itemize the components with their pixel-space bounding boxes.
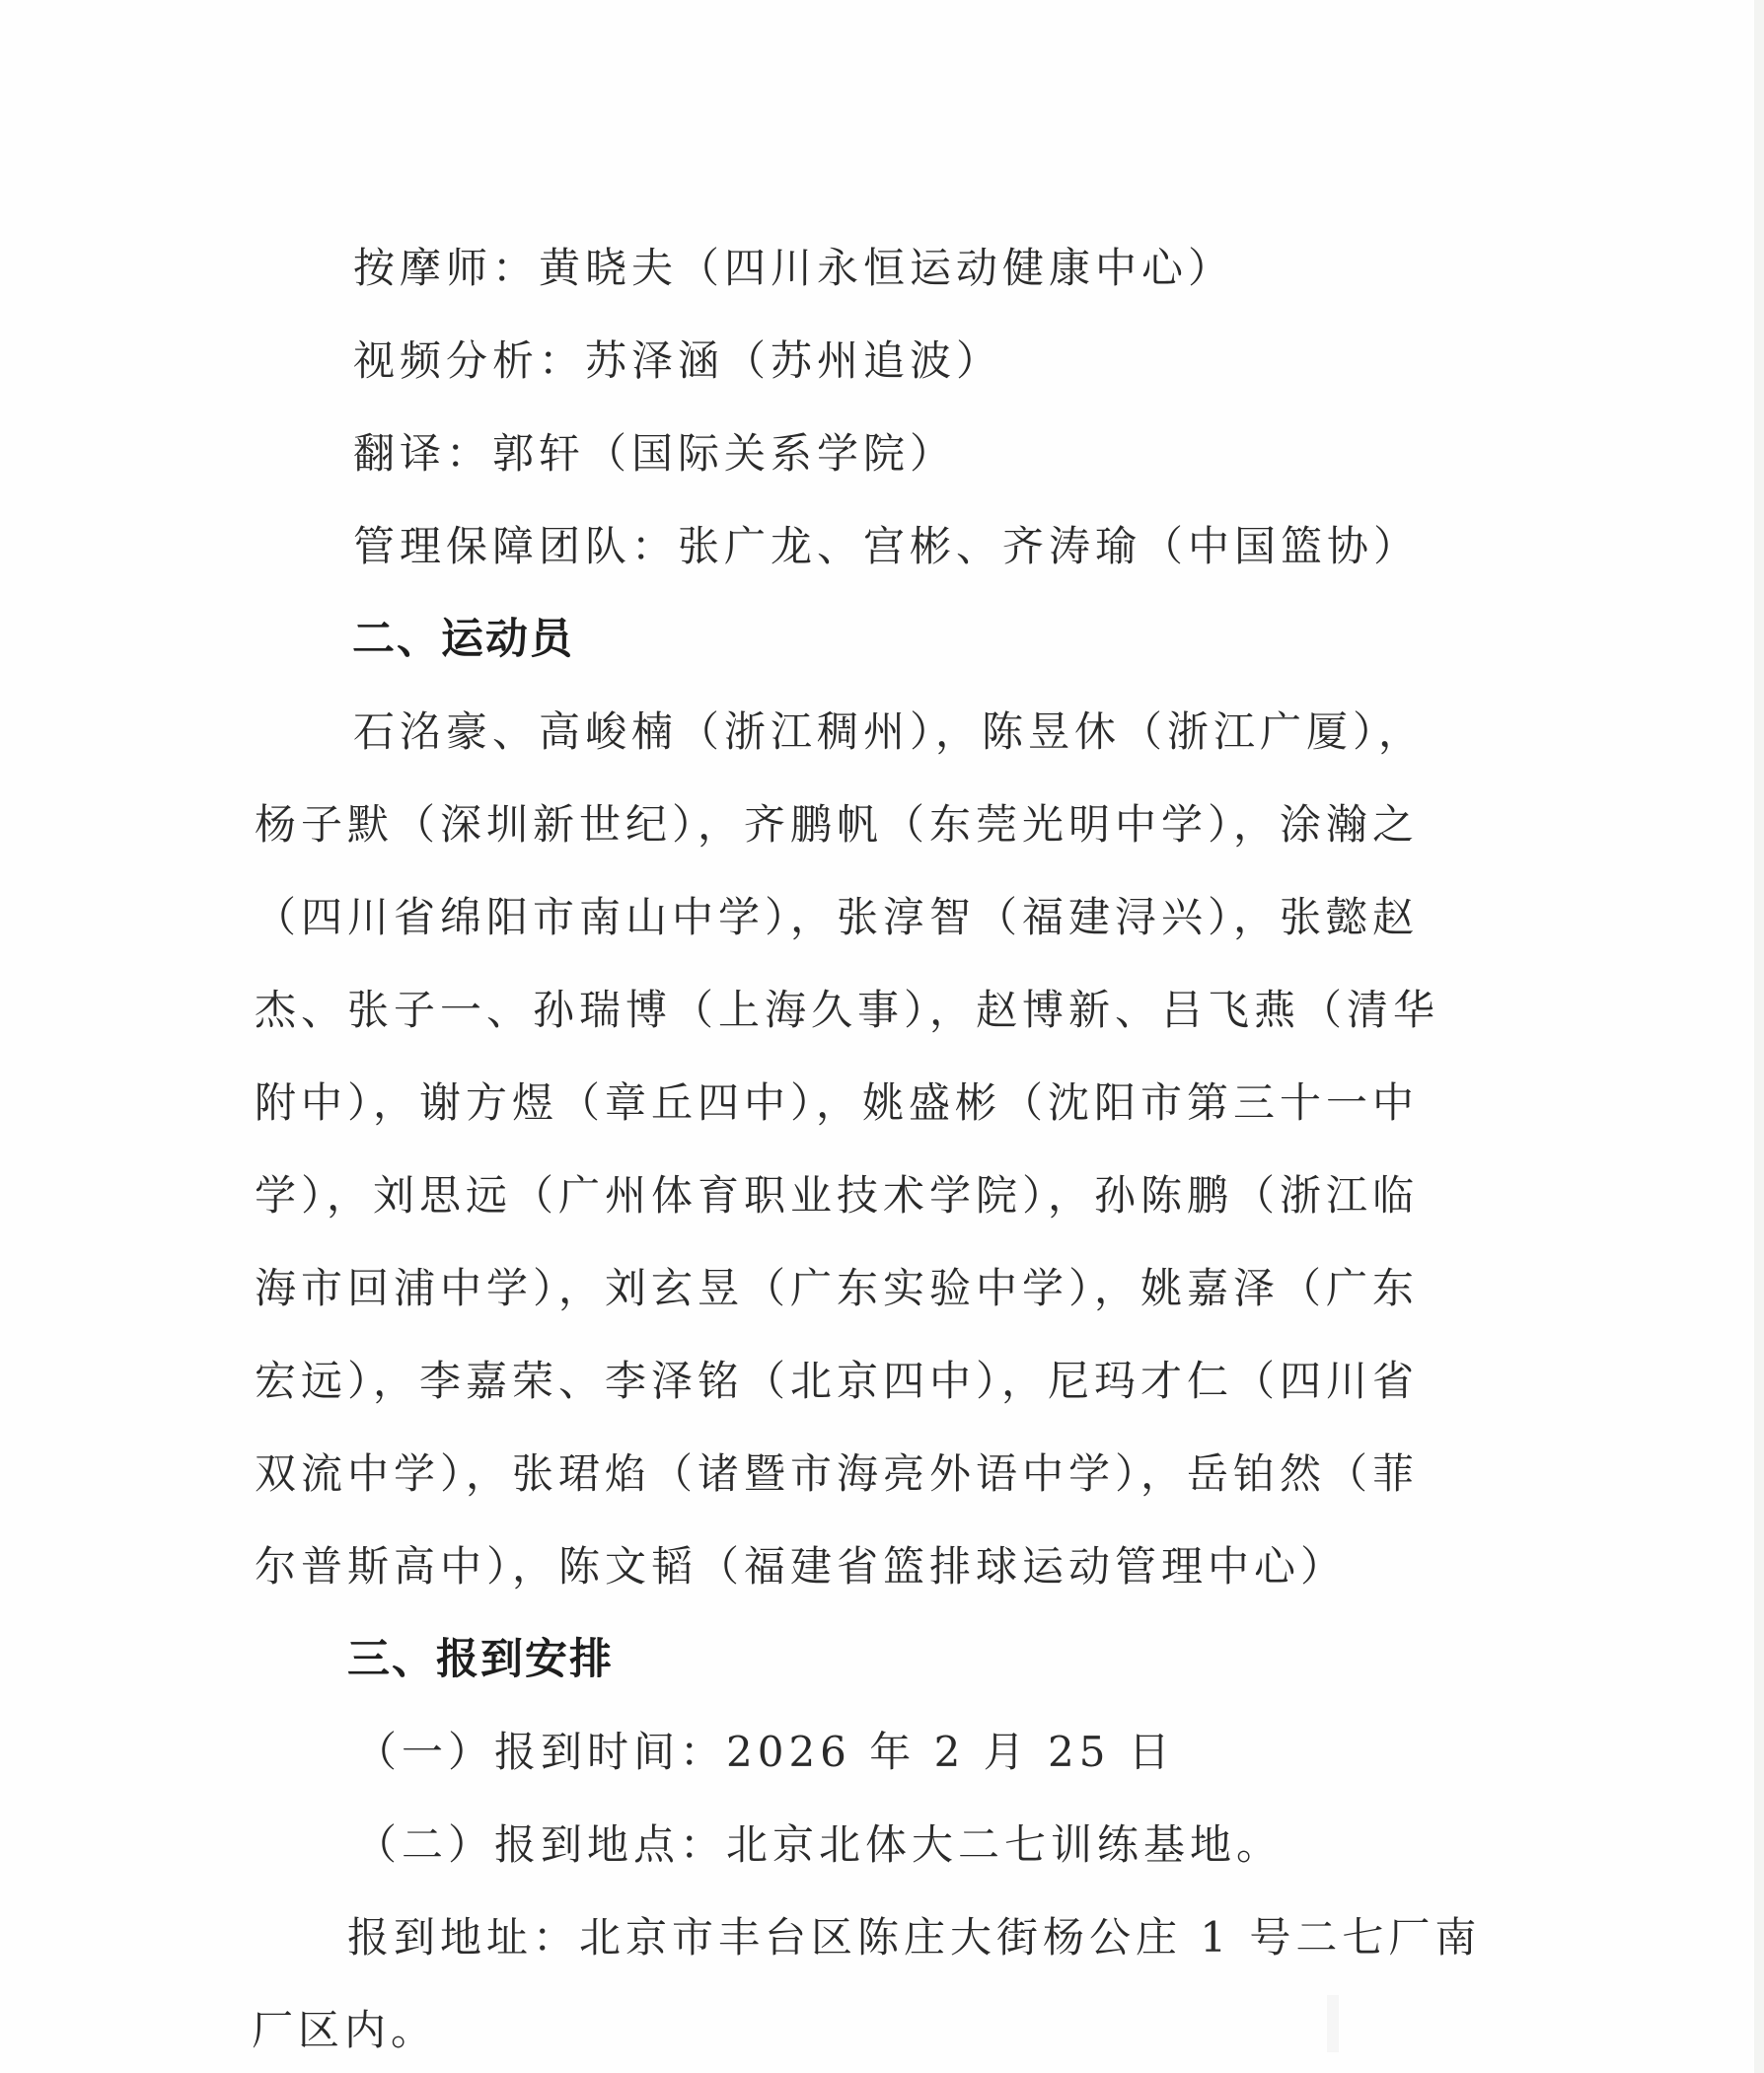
staff-masseur: 按摩师：黄晓夫（四川永恒运动健康中心）	[353, 244, 1235, 292]
athletes-line: 杰、张子一、孙瑞博（上海久事），赵博新、吕飞燕（清华	[255, 986, 1440, 1034]
section-heading-athletes: 二、运动员	[352, 615, 574, 664]
athletes-line: 杨子默（深圳新世纪），齐鹏帆（东莞光明中学），涂瀚之	[255, 800, 1420, 849]
athletes-line: 海市回浦中学），刘玄昱（广东实验中学），姚嘉泽（广东	[255, 1264, 1420, 1312]
registration-address-cont: 厂区内。	[252, 2006, 438, 2054]
staff-translator: 翻译：郭轩（国际关系学院）	[353, 429, 957, 478]
registration-address: 报到地址：北京市丰台区陈庄大街杨公庄 1 号二七厂南	[347, 1913, 1482, 1962]
registration-time: （一）报到时间：2026 年 2 月 25 日	[355, 1728, 1175, 1776]
registration-place: （二）报到地点：北京北体大二七训练基地。	[355, 1820, 1284, 1869]
athletes-line: 学），刘思远（广州体育职业技术学院），孙陈鹏（浙江临	[255, 1171, 1420, 1220]
staff-management-team: 管理保障团队：张广龙、宫彬、齐涛瑜（中国篮协）	[353, 522, 1421, 570]
watermark	[1327, 1995, 1475, 2056]
athletes-line: 附中），谢方煜（章丘四中），姚盛彬（沈阳市第三十一中	[255, 1078, 1420, 1127]
page-edge	[1754, 0, 1764, 2073]
athletes-line: （四川省绵阳市南山中学），张淳智（福建浔兴），张懿赵	[255, 893, 1420, 941]
staff-video-analysis: 视频分析：苏泽涵（苏州追波）	[353, 336, 1003, 385]
athletes-line: 尔普斯高中），陈文韬（福建省篮排球运动管理中心）	[255, 1542, 1348, 1591]
athletes-line: 宏远），李嘉荣、李泽铭（北京四中），尼玛才仁（四川省	[255, 1357, 1420, 1405]
athletes-line: 石洺豪、高峻楠（浙江稠州），陈昱休（浙江广厦），	[353, 707, 1426, 756]
section-heading-registration: 三、报到安排	[347, 1635, 614, 1684]
athletes-line: 双流中学），张珺焰（诸暨市海亮外语中学），岳铂然（菲	[255, 1449, 1420, 1498]
